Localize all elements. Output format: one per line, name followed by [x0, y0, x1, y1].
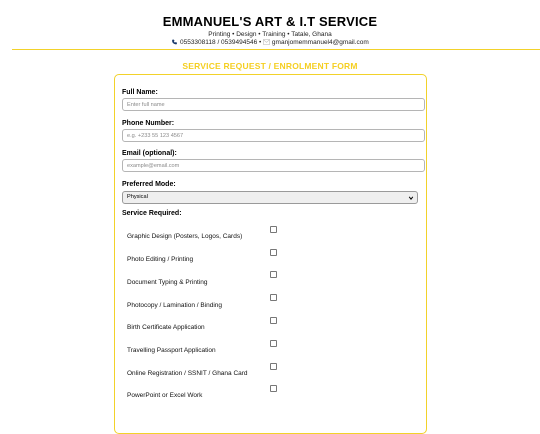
service-label-online-registration: Online Registration / SSNIT / Ghana Card [127, 370, 248, 377]
service-checkbox-passport[interactable] [270, 340, 277, 347]
service-checkbox-online-registration[interactable] [270, 363, 277, 370]
service-checkbox-birth-certificate[interactable] [270, 317, 277, 324]
service-label-powerpoint-excel: PowerPoint or Excel Work [127, 392, 203, 399]
email-input[interactable] [122, 159, 425, 172]
site-header [0, 0, 540, 46]
mode-selected-value: Physical [127, 194, 148, 200]
chevron-down-icon [408, 195, 414, 201]
phone-numbers: 0553308118 / 0539494546 • [179, 39, 262, 46]
mode-select[interactable] [122, 191, 418, 204]
service-label-graphic-design: Graphic Design (Posters, Logos, Cards) [127, 233, 243, 240]
header-divider [12, 49, 540, 50]
phone-input[interactable] [122, 129, 425, 142]
business-name: EMMANUEL'S ART & I.T SERVICE [162, 14, 378, 29]
service-label-photocopy: Photocopy / Lamination / Binding [127, 302, 223, 309]
phone-label: Phone Number: [122, 120, 175, 127]
email-label: Email (optional): [122, 150, 177, 157]
full-name-label: Full Name: [122, 89, 158, 96]
phone-icon [171, 39, 178, 45]
email-icon [263, 39, 270, 45]
service-checkbox-graphic-design[interactable] [270, 226, 277, 233]
service-checkbox-photocopy[interactable] [270, 294, 277, 301]
service-label-photo-editing: Photo Editing / Printing [127, 256, 194, 263]
service-checkbox-photo-editing[interactable] [270, 249, 277, 256]
service-checkbox-powerpoint-excel[interactable] [270, 385, 277, 392]
business-tagline: Printing • Design • Training • Tatale, Ghana [208, 31, 332, 38]
services-label: Service Required: [122, 210, 182, 217]
service-label-passport: Travelling Passport Application [127, 347, 216, 354]
contact-line [0, 39, 540, 46]
email-address[interactable]: gmanjomemmanuel4@gmail.com [271, 39, 369, 46]
form-title: SERVICE REQUEST / ENROLMENT FORM [182, 61, 358, 71]
service-label-document-typing: Document Typing & Printing [127, 279, 208, 286]
service-label-birth-certificate: Birth Certificate Application [127, 324, 205, 331]
mode-label: Preferred Mode: [122, 181, 176, 188]
full-name-input[interactable] [122, 98, 425, 111]
service-checkbox-document-typing[interactable] [270, 271, 277, 278]
